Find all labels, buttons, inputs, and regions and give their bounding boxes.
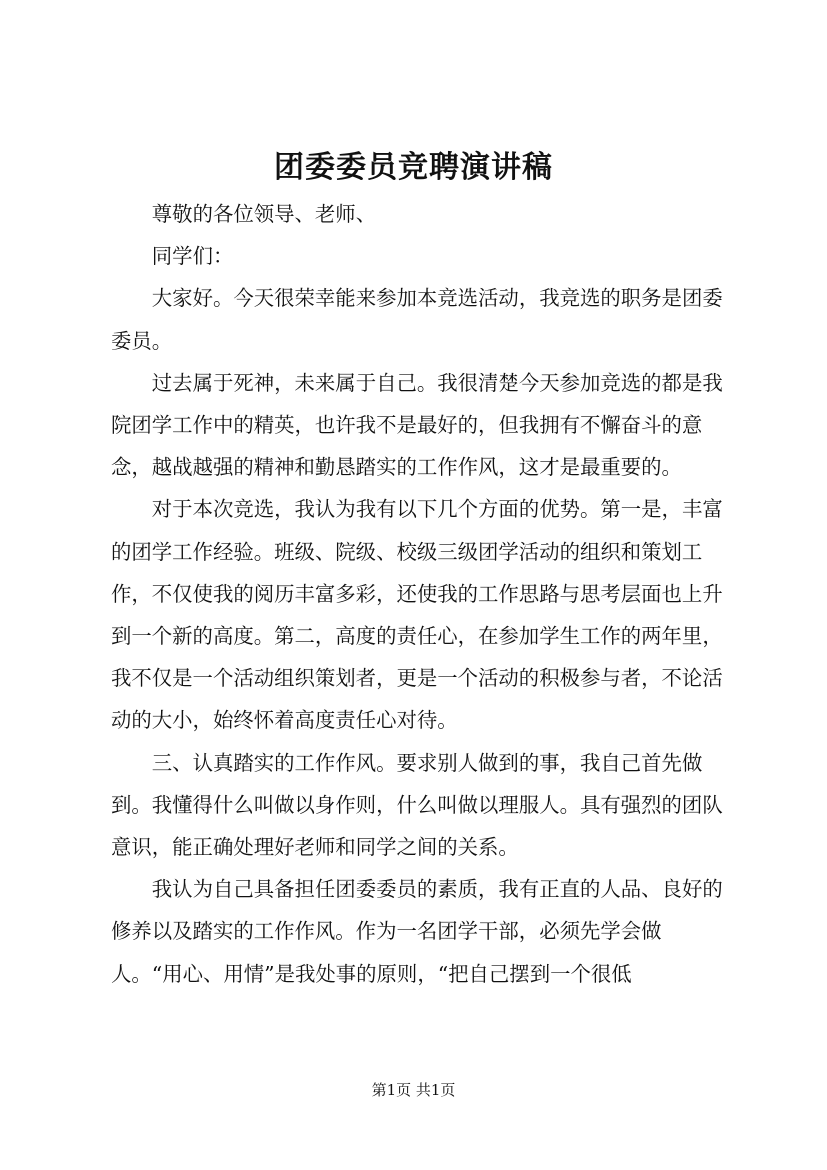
paragraph-salutation-2: 同学们： <box>151 244 234 269</box>
paragraph-advantages: 对于本次竞选，我认为我有以下几个方面的优势。第一是，丰富的团学工作经验。班级、院级、校级三级团学活动的组织和策划工作，不仅使我的阅历丰富多彩，还使我的工作思路与思考层面也上升到一个新的高度。第二，高度的责任心，在参加学生工作的两年里，我不仅是一个活动组织策划者，更是一个活动的积极参与者，不论活动的大小，始终怀着高度责任心对待。 <box>111 497 723 733</box>
paragraph-qualities: 我认为自己具备担任团委委员的素质，我有正直的人品、良好的修养以及踏实的工作作风。作为一名团学干部，必须先学会做人。“用心、用情”是我处事的原则，“把自己摆到一个很低 <box>111 877 723 986</box>
paragraph-salutation-1: 尊敬的各位领导、老师、 <box>151 202 377 226</box>
document-body <box>111 193 723 995</box>
paragraph-work-style: 三、认真踏实的工作作风。要求别人做到的事，我自己首先做到。我懂得什么叫做以身作则，什么叫做以理服人。具有强烈的团队意识，能正确处理好老师和同学之间的关系。 <box>111 750 723 860</box>
paragraph-greeting: 大家好。今天很荣幸能来参加本竞选活动，我竞选的职务是团委委员。 <box>111 286 723 353</box>
document-title: 团委委员竞聘演讲稿 <box>274 150 553 185</box>
paragraph-intro: 过去属于死神，未来属于自己。我很清楚今天参加竞选的都是我院团学工作中的精英，也许我不是最好的，但我拥有不懈奋斗的意念，越战越强的精神和勤恳踏实的工作作风，这才是最重要的。 <box>111 370 723 480</box>
page-footer: 第1页 共1页 <box>371 1081 456 1099</box>
